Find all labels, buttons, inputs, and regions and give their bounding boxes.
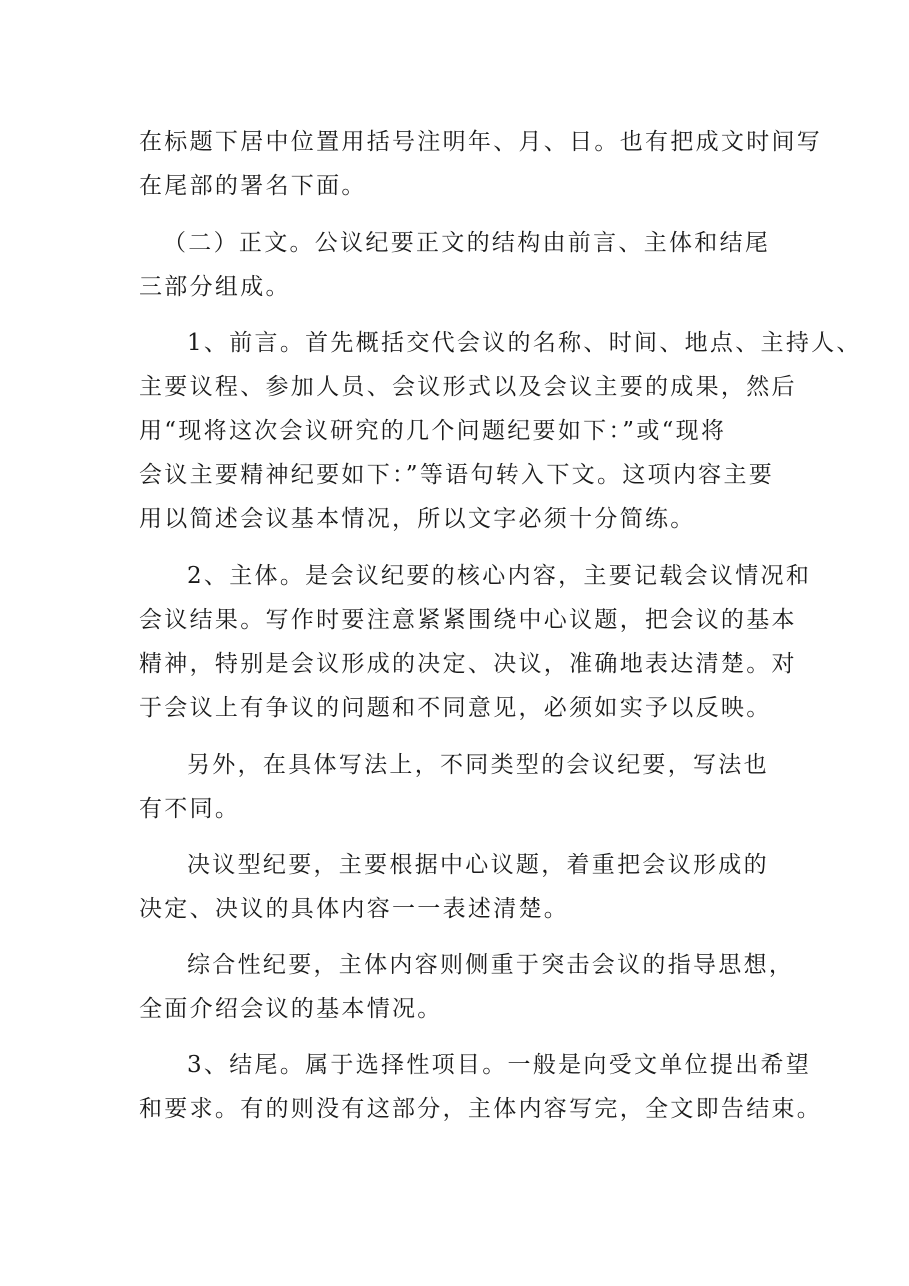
text-line: 三部分组成。 xyxy=(139,274,291,300)
text-line: 会议主要精神纪要如下：”等语句转入下文。这项内容主要 xyxy=(139,462,775,488)
paragraph-start: 2、主体。是会议纪要的核心内容，主要记载会议情况和 xyxy=(187,563,812,589)
text-line: 于会议上有争议的问题和不同意见，必须如实予以反映。 xyxy=(139,695,772,721)
paragraph-start: 综合性纪要，主体内容则侧重于突击会议的指导思想， xyxy=(187,952,795,978)
text-line: 用“现将这次会议研究的几个问题纪要如下：”或“现将 xyxy=(139,418,727,444)
section-heading: （二）正文。公议纪要正文的结构由前言、主体和结尾 xyxy=(163,230,771,256)
text-line: 有不同。 xyxy=(139,796,241,822)
paragraph-start: 另外，在具体写法上，不同类型的会议纪要，写法也 xyxy=(187,752,769,778)
text-line: 全面介绍会议的基本情况。 xyxy=(139,996,443,1022)
text-line: 和要求。有的则没有这部分，主体内容写完，全文即告结束。 xyxy=(139,1096,823,1122)
text-line: 在标题下居中位置用括号注明年、月、日。也有把成文时间写 xyxy=(139,129,823,155)
text-line: 在尾部的署名下面。 xyxy=(139,173,367,199)
paragraph-start: 决议型纪要，主要根据中心议题，着重把会议形成的 xyxy=(187,852,769,878)
text-line: 决定、决议的具体内容一一表述清楚。 xyxy=(139,896,570,922)
text-line: 主要议程、参加人员、会议形式以及会议主要的成果，然后 xyxy=(139,374,797,400)
text-line: 会议结果。写作时要注意紧紧围绕中心议题，把会议的基本 xyxy=(139,607,797,633)
paragraph-start: 3、结尾。属于选择性项目。一般是向受文单位提出希望 xyxy=(187,1052,812,1078)
paragraph-start: 1、前言。首先概括交代会议的名称、时间、地点、主持人、 xyxy=(187,330,862,356)
text-line: 精神，特别是会议形成的决定、决议，准确地表达清楚。对 xyxy=(139,651,797,677)
text-line: 用以简述会议基本情况，所以文字必须十分简练。 xyxy=(139,506,696,532)
